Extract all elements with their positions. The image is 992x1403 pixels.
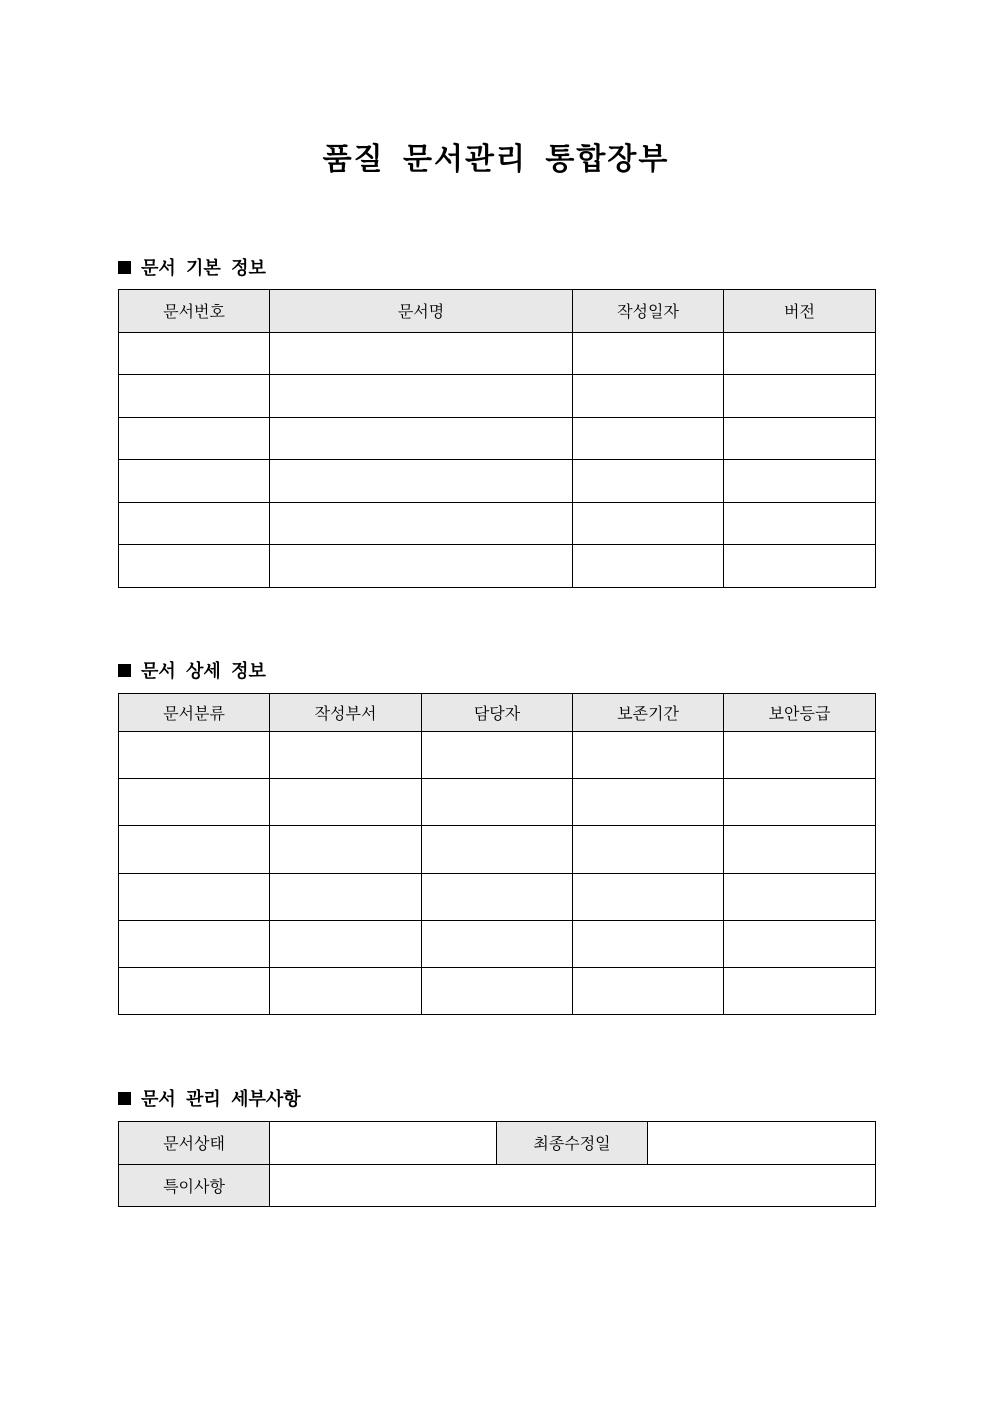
table-cell[interactable]	[270, 332, 573, 375]
column-header: 버전	[724, 290, 876, 333]
table-cell[interactable]	[119, 545, 270, 588]
last-modified-field[interactable]	[648, 1122, 876, 1165]
table-cell[interactable]	[573, 502, 724, 545]
table-cell[interactable]	[270, 873, 422, 920]
table-row	[119, 873, 876, 920]
table-cell[interactable]	[119, 779, 270, 826]
table-cell[interactable]	[724, 417, 876, 460]
section-heading-label: 문서 기본 정보	[141, 258, 266, 279]
table-row	[119, 1122, 876, 1165]
column-header: 문서번호	[119, 290, 270, 333]
table-cell[interactable]	[573, 826, 724, 873]
table-cell[interactable]	[119, 732, 270, 779]
table-row	[119, 375, 876, 418]
column-header: 작성일자	[573, 290, 724, 333]
table-row	[119, 502, 876, 545]
basic-info-table	[118, 289, 876, 588]
last-modified-label: 최종수정일	[497, 1122, 648, 1165]
table-row	[119, 967, 876, 1014]
table-cell[interactable]	[573, 920, 724, 967]
remarks-field[interactable]	[270, 1164, 876, 1207]
table-cell[interactable]	[573, 873, 724, 920]
table-cell[interactable]	[422, 967, 573, 1014]
page-title: 품질 문서관리 통합장부	[322, 142, 670, 177]
table-cell[interactable]	[270, 417, 573, 460]
column-header: 작성부서	[270, 694, 422, 732]
table-cell[interactable]	[724, 826, 876, 873]
table-cell[interactable]	[422, 779, 573, 826]
table-cell[interactable]	[573, 545, 724, 588]
table-cell[interactable]	[573, 417, 724, 460]
table-cell[interactable]	[724, 920, 876, 967]
table-cell[interactable]	[573, 375, 724, 418]
table-cell[interactable]	[270, 779, 422, 826]
table-cell[interactable]	[573, 732, 724, 779]
square-bullet-icon	[118, 664, 131, 677]
table-cell[interactable]	[724, 460, 876, 503]
section-heading-management	[118, 1085, 301, 1111]
section-heading-basic	[118, 254, 266, 280]
table-cell[interactable]	[724, 332, 876, 375]
table-row	[119, 332, 876, 375]
table-row	[119, 545, 876, 588]
table-header-row	[119, 290, 876, 333]
column-header: 보안등급	[724, 694, 876, 732]
column-header: 보존기간	[573, 694, 724, 732]
table-cell[interactable]	[270, 967, 422, 1014]
table-row	[119, 460, 876, 503]
table-cell[interactable]	[119, 332, 270, 375]
table-row	[119, 920, 876, 967]
table-cell[interactable]	[724, 967, 876, 1014]
status-field[interactable]	[270, 1122, 497, 1165]
table-cell[interactable]	[119, 967, 270, 1014]
table-cell[interactable]	[422, 826, 573, 873]
table-cell[interactable]	[422, 873, 573, 920]
table-cell[interactable]	[573, 779, 724, 826]
section-heading-label: 문서 상세 정보	[141, 661, 266, 682]
table-header-row	[119, 694, 876, 732]
table-row	[119, 1164, 876, 1207]
table-cell[interactable]	[119, 920, 270, 967]
table-cell[interactable]	[724, 545, 876, 588]
table-row	[119, 417, 876, 460]
table-cell[interactable]	[724, 779, 876, 826]
table-cell[interactable]	[270, 460, 573, 503]
detail-info-table	[118, 693, 876, 1015]
table-cell[interactable]	[119, 375, 270, 418]
column-header: 담당자	[422, 694, 573, 732]
table-cell[interactable]	[119, 417, 270, 460]
remarks-label: 특이사항	[119, 1164, 270, 1207]
table-cell[interactable]	[422, 920, 573, 967]
table-cell[interactable]	[119, 460, 270, 503]
square-bullet-icon	[118, 1092, 131, 1105]
table-cell[interactable]	[422, 732, 573, 779]
status-label: 문서상태	[119, 1122, 270, 1165]
column-header: 문서분류	[119, 694, 270, 732]
management-details-table	[118, 1121, 876, 1207]
table-cell[interactable]	[270, 545, 573, 588]
table-cell[interactable]	[724, 502, 876, 545]
table-cell[interactable]	[270, 732, 422, 779]
table-cell[interactable]	[119, 826, 270, 873]
table-cell[interactable]	[119, 502, 270, 545]
table-cell[interactable]	[573, 460, 724, 503]
table-cell[interactable]	[119, 873, 270, 920]
table-cell[interactable]	[724, 732, 876, 779]
table-row	[119, 779, 876, 826]
column-header: 문서명	[270, 290, 573, 333]
table-cell[interactable]	[270, 375, 573, 418]
square-bullet-icon	[118, 261, 131, 274]
table-cell[interactable]	[270, 826, 422, 873]
table-row	[119, 732, 876, 779]
table-cell[interactable]	[573, 332, 724, 375]
table-cell[interactable]	[270, 502, 573, 545]
table-row	[119, 826, 876, 873]
section-heading-label: 문서 관리 세부사항	[141, 1089, 301, 1110]
table-cell[interactable]	[573, 967, 724, 1014]
section-heading-detail	[118, 657, 266, 683]
table-cell[interactable]	[270, 920, 422, 967]
table-cell[interactable]	[724, 873, 876, 920]
table-cell[interactable]	[724, 375, 876, 418]
